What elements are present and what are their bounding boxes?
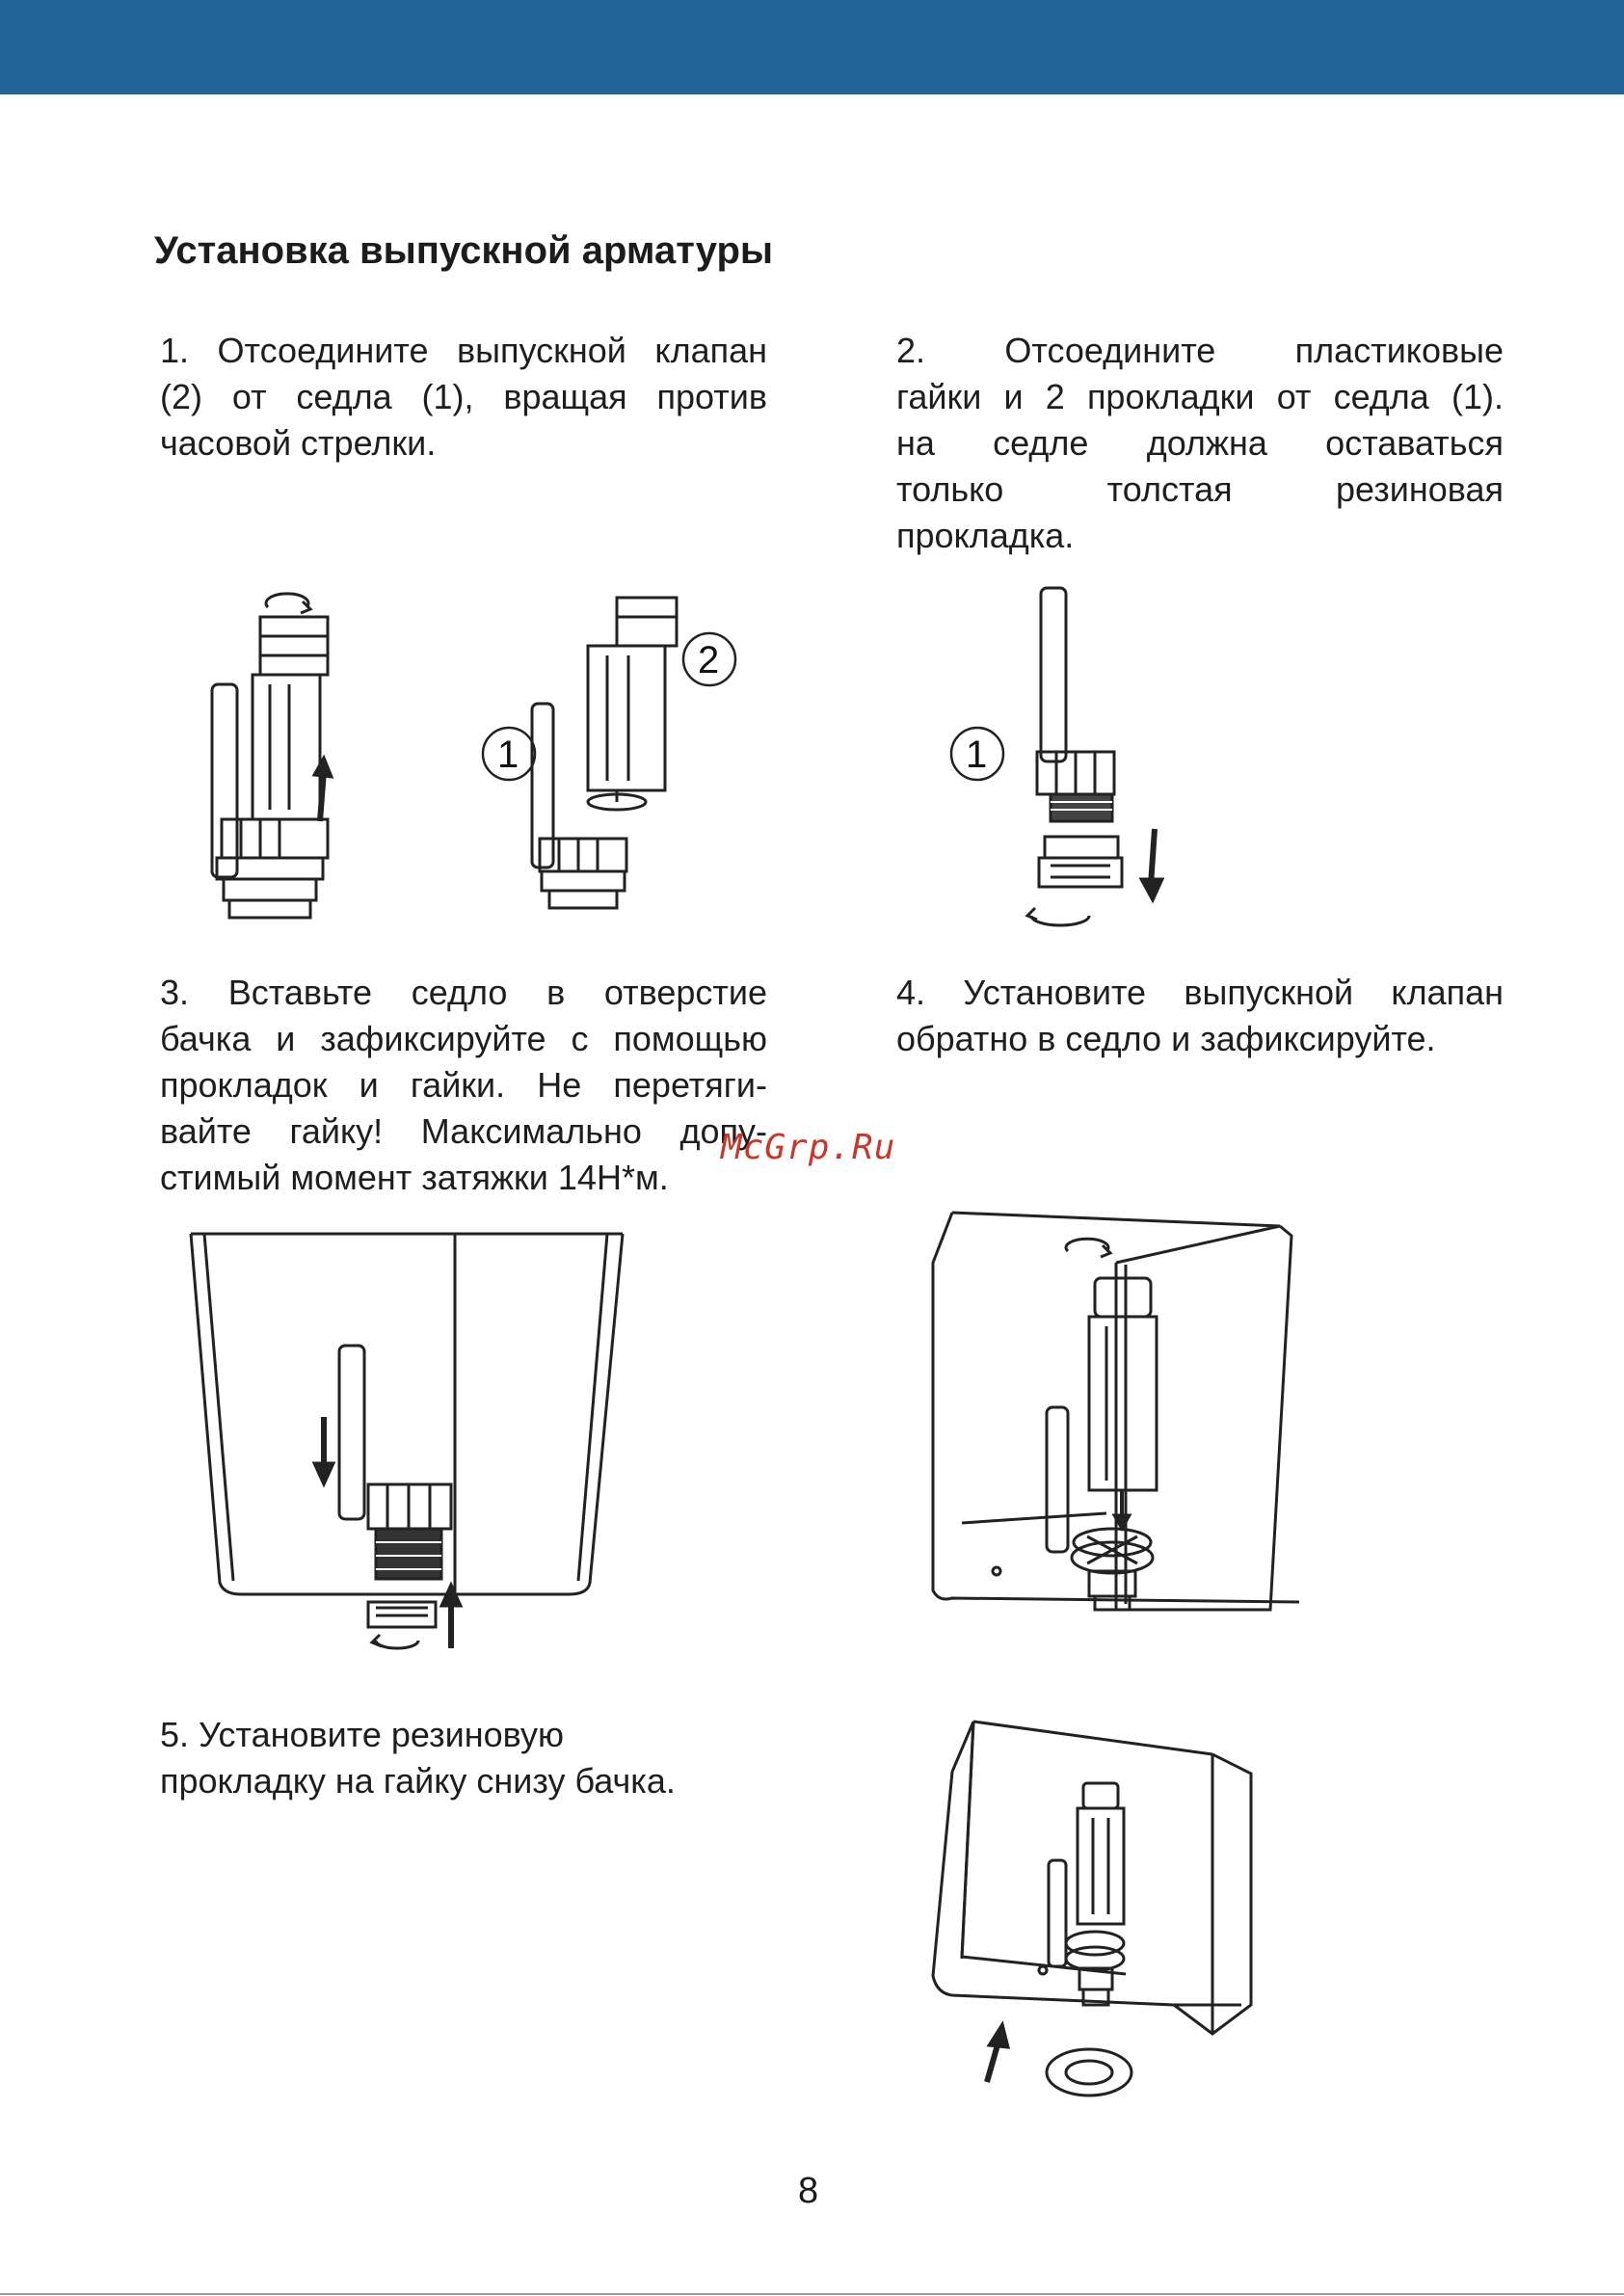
bottom-divider bbox=[0, 2293, 1624, 2295]
step-4-text bbox=[896, 970, 1504, 1062]
step-3-line-2: бачка и зафиксируйте с помощью bbox=[160, 1019, 767, 1058]
step-4-line-1: 4. Установите выпускной клапан bbox=[896, 973, 1504, 1012]
step-1-line-1: 1. Отсоедините выпускной клапан bbox=[160, 331, 767, 370]
step-2-text bbox=[896, 328, 1504, 559]
step-1-text bbox=[160, 328, 767, 467]
label-seat-1: 1 bbox=[497, 734, 519, 776]
page-number: 8 bbox=[798, 2171, 819, 2211]
step-5-line-1: 5. Установите резиновую bbox=[160, 1715, 564, 1754]
step-1-line-3: часовой стрелки. bbox=[160, 423, 437, 463]
step-2-line-1: 2. Отсоедините пластиковые bbox=[896, 331, 1504, 370]
step-2-line-4: только толстая резиновая bbox=[896, 469, 1504, 509]
label-seat-1-fig2: 1 bbox=[966, 734, 988, 776]
step-2-line-5: прокладка. bbox=[896, 516, 1075, 555]
step-3-line-1: 3. Вставьте седло в отверстие bbox=[160, 973, 767, 1012]
figure-valve-rotate bbox=[173, 578, 366, 925]
step-3-line-3: прокладок и гайки. Не перетяги- bbox=[160, 1065, 767, 1105]
step-4-line-2: обратно в седло и зафиксируйте. bbox=[896, 1019, 1436, 1058]
figure-gasket-install bbox=[923, 1716, 1309, 2101]
step-3-line-4: вайте гайку! Максимально допу- bbox=[160, 1111, 767, 1151]
page-title: Установка выпускной арматуры bbox=[154, 229, 774, 272]
step-1-line-2: (2) от седла (1), вращая против bbox=[160, 377, 767, 416]
figure-valve-separated bbox=[472, 578, 761, 925]
watermark: McGrp.Ru bbox=[721, 1128, 896, 1167]
step-3-line-5: стимый момент затяжки 14Н*м. bbox=[160, 1158, 669, 1197]
step-2-line-2: гайки и 2 прокладки от седла (1). bbox=[896, 377, 1504, 416]
label-valve-2: 2 bbox=[698, 639, 720, 681]
step-5-text bbox=[160, 1712, 758, 1804]
step-5-line-2: прокладку на гайку снизу бачка. bbox=[160, 1761, 676, 1801]
figure-seat-nut-removal bbox=[945, 578, 1195, 945]
step-3-text bbox=[160, 970, 767, 1201]
figure-valve-reinstall bbox=[923, 1205, 1328, 1629]
step-2-line-3: на седле должна оставаться bbox=[896, 423, 1504, 463]
figure-seat-in-tank bbox=[183, 1224, 636, 1668]
header-bar bbox=[0, 0, 1624, 94]
